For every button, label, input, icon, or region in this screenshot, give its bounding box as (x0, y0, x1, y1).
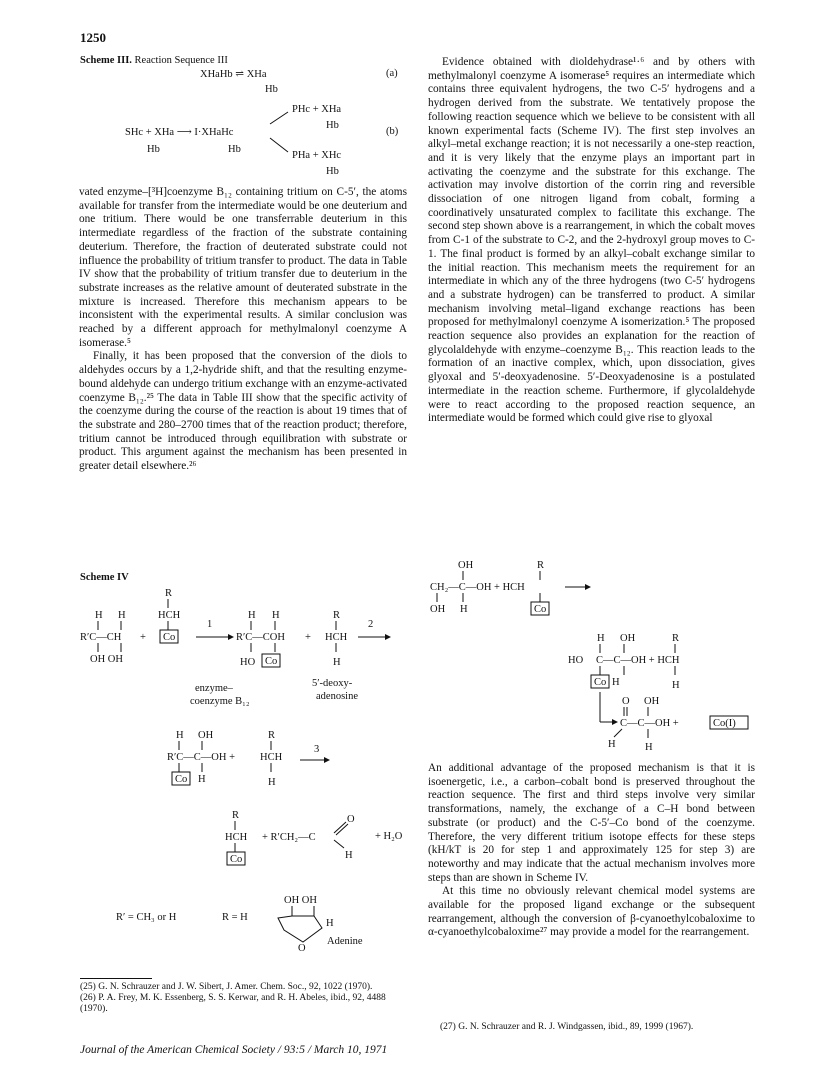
svg-text:R: R (232, 810, 240, 821)
svg-text:OH: OH (458, 560, 474, 571)
r-definition: R = H (222, 912, 248, 923)
scheme3-eq-b-down: PHa + XHc (292, 150, 342, 161)
svg-text:R: R (672, 633, 680, 644)
enzyme-label-1: enzyme– (195, 683, 233, 694)
scheme3-eq-a-sub: Hb (265, 84, 278, 95)
svg-text:Co: Co (594, 677, 607, 688)
svg-text:O: O (298, 943, 306, 954)
svg-text:H: H (176, 730, 184, 741)
svg-text:2: 2 (368, 619, 374, 630)
svg-text:H: H (95, 610, 103, 621)
svg-text:R: R (333, 610, 341, 621)
svg-text:Co(I): Co(I) (713, 718, 736, 729)
svg-text:Co: Co (265, 656, 278, 667)
svg-text:OH: OH (644, 696, 660, 707)
svg-text:+: + (140, 632, 146, 643)
paragraph: An additional advantage of the proposed mechanism is that it is isoenergetic, i.e., a carbon–cobalt bond is preserved throughout the reaction sequence. The first and third steps involve very similar transformations, namely, the exchange of a C–H bond between substrate (or product) and the C-5′–Co bond of the coenzyme. Therefore, the very different tritium isotope effects for these steps (kH/kT is 20 for step 1 and approximately 125 for step 3) are noteworthy and may indicate that the actual mechanism involves more steps than are shown in Scheme IV. (428, 762, 755, 884)
svg-text:Co: Co (163, 632, 176, 643)
svg-text:OH OH: OH OH (284, 895, 317, 906)
adenine-label: Adenine (327, 936, 363, 947)
svg-text:H: H (612, 677, 620, 688)
paragraph: At this time no obviously relevant chemical model systems are available for the proposed ligand exchange or the subsequent rearrangement, although the conversion of β-cyanoethylcobaloxime to α-cyanoethylcobaloxime²⁷ may provide a model for the rearrangement. (428, 885, 755, 939)
svg-text:Co: Co (175, 774, 188, 785)
svg-text:H: H (248, 610, 256, 621)
svg-text:R′C—C—OH +: R′C—C—OH + (167, 752, 236, 763)
svg-text:C—C—OH +: C—C—OH + (620, 718, 679, 729)
scheme3-eq-a: XHaHb ⇌ XHa (200, 69, 267, 80)
svg-text:O: O (347, 814, 355, 825)
svg-text:H: H (333, 657, 341, 668)
svg-text:HCH: HCH (260, 752, 283, 763)
svg-text:Co: Co (534, 604, 547, 615)
svg-text:CH₂—C—OH + HCH: CH₂—C—OH + HCH (430, 582, 525, 593)
svg-text:H: H (118, 610, 126, 621)
svg-text:O: O (622, 696, 630, 707)
rprime-definition: R′ = CH₃ or H (116, 912, 177, 923)
svg-text:OH OH: OH OH (90, 654, 123, 665)
svg-text:HCH: HCH (158, 610, 181, 621)
svg-text:OH: OH (430, 604, 446, 615)
footnote-25: (25) G. N. Schrauzer and J. W. Sibert, J. Amer. Chem. Soc., 92, 1022 (1970). (80, 982, 373, 992)
scheme3-title: Reaction Sequence III (134, 55, 228, 66)
water-label: + H₂O (375, 831, 403, 842)
svg-text:HCH: HCH (325, 632, 348, 643)
svg-text:C—C—OH + HCH: C—C—OH + HCH (596, 655, 680, 666)
svg-text:HO: HO (568, 655, 584, 666)
scheme3-eq-b-sub2: Hb (228, 144, 241, 155)
svg-text:OH: OH (620, 633, 636, 644)
svg-text:1: 1 (207, 619, 213, 630)
scheme3-tag-b: (b) (386, 126, 399, 137)
scheme3-eq-b-down-sub: Hb (326, 166, 339, 177)
svg-text:H: H (345, 850, 353, 861)
footnote-27: (27) G. N. Schrauzer and R. J. Windgassen, ibid., 89, 1999 (1967). (440, 1022, 694, 1032)
paragraph: vated enzyme–[³H]coenzyme B₁₂ containing tritium on C-5′, the atoms available for transfer from the intermediate would be one deuterium and one tritium. There would be one transferrable deuterium in this intermediate regardless of the fraction of the substrate containing deuterium. Therefore, the fraction of deuterated substrate could not influence the probability of tritium transfer to product. The data in Table IV show that the probability of tritium transfer due to deuterium in the substrate increases as the relative amount of deuterated substrate in the mixture is increased. Therefore this mechanism appears to be inconsistent with the experimental results. A similar conclusion was reached by a different approach for methylmalonyl coenzyme A isomerase.⁵ (79, 186, 407, 349)
svg-text:H: H (326, 918, 334, 929)
svg-text:+: + (305, 632, 311, 643)
scheme3-eq-b-up-sub: Hb (326, 120, 339, 131)
deoxyadenosine-label-1: 5′-deoxy- (312, 678, 353, 689)
page-number: 1250 (80, 30, 106, 45)
deoxyadenosine-label-2: adenosine (316, 691, 358, 702)
scheme4-label: Scheme IV (80, 572, 129, 583)
svg-text:H: H (672, 680, 680, 691)
svg-text:R′C—CH: R′C—CH (80, 632, 122, 643)
journal-footer: Journal of the American Chemical Society / 93:5 / March 10, 1971 (80, 1044, 388, 1056)
svg-text:HO: HO (240, 657, 256, 668)
right-column-text-2 (428, 762, 755, 940)
scheme3-eq-b-sub1: Hb (147, 144, 160, 155)
footnote-26: (26) P. A. Frey, M. K. Essenberg, S. S. Kerwar, and R. H. Abeles, ibid., 92, 4488 (1970). (80, 993, 386, 1014)
svg-text:H: H (460, 604, 468, 615)
svg-text:R: R (165, 588, 173, 599)
svg-text:R: R (268, 730, 276, 741)
svg-text:H: H (645, 742, 653, 753)
svg-text:H: H (597, 633, 605, 644)
scheme3-tag-a: (a) (386, 68, 398, 79)
svg-text:OH: OH (198, 730, 214, 741)
svg-text:H: H (272, 610, 280, 621)
svg-text:3: 3 (314, 744, 320, 755)
scheme3-eq-b-up: PHc + XHa (292, 104, 342, 115)
paragraph: Evidence obtained with dioldehydrase¹·⁶ and by others with methylmalonyl coenzyme A isomerase⁵ requires an intermediate which contains three equivalent hydrogens, the two C-5′ hydrogens and a hydrogen derived from the substrate. We tentatively propose the following reaction sequence which we believe to be consistent with all known experimental facts (Scheme IV). The first step involves an alkyl–metal exchange reaction; it is not necessarily a one-step reaction, and it is very likely that the enzyme plays an important part in activating the coenzyme and the substrate for this exchange. The activation may involve distortion of the corrin ring and reversible dissociation of one nitrogen ligand from cobalt, forming a coordinatively unsaturated complex to facilitate this exchange. The second step shown above is a rearrangement, in which the cobalt moves from C-1 of the substrate to C-2, and the 2-hydroxyl group moves to C-1. The final product is formed by an alkyl–cobalt exchange similar to the initial reaction. This mechanism meets the requirement for an intermediate in which any of the three hydrogens (two C-5′ hydrogens and a substrate hydrogen) can be transferred to product. A similar mechanism involving metal–ligand exchange reactions has been proposed for methylmalonyl coenzyme A isomerization.⁵ The proposed reaction sequence also provides an explanation for the reaction of glycolaldehyde with enzyme–coenzyme B₁₂. This reaction leads to the formation of an inactive complex, which, upon dissociation, gives glyoxal and 5′-deoxyadenosine. 5′-Deoxyadenosine is a postulated intermediate in the reaction scheme. Furthermore, if glycolaldehyde were to react according to the proposed reaction sequence, an intermediate would be formed which could give rise to glyoxal (428, 56, 755, 425)
enzyme-label-2: coenzyme B₁₂ (190, 696, 250, 707)
scheme3-label: Scheme III. (80, 55, 132, 66)
svg-text:+ R′CH₂—C: + R′CH₂—C (262, 832, 316, 843)
svg-text:Co: Co (230, 854, 243, 865)
svg-text:HCH: HCH (225, 832, 248, 843)
scheme3-eq-b-left: SHc + XHa ⟶ I·XHaHc (125, 127, 234, 138)
svg-text:R: R (537, 560, 545, 571)
svg-text:H: H (268, 777, 276, 788)
svg-text:R′C—COH: R′C—COH (236, 632, 285, 643)
svg-text:H: H (198, 774, 206, 785)
paragraph: Finally, it has been proposed that the conversion of the diols to aldehydes occurs by a 1,2-hydride shift, and that the resulting enzyme-bound aldehyde can undergo tritium exchange with an enzyme-activated coenzyme B₁₂.²⁵ The data in Table III show that the specific activity of the coenzyme during the course of the reaction is about 19 times that of the substrate and 280–2700 times that of the reaction product; therefore, tritium cannot be introduced through equilibration with substrate or product. This argument against the mechanism has been presented in greater detail elsewhere.²⁶ (79, 350, 407, 473)
svg-text:H: H (608, 739, 616, 750)
